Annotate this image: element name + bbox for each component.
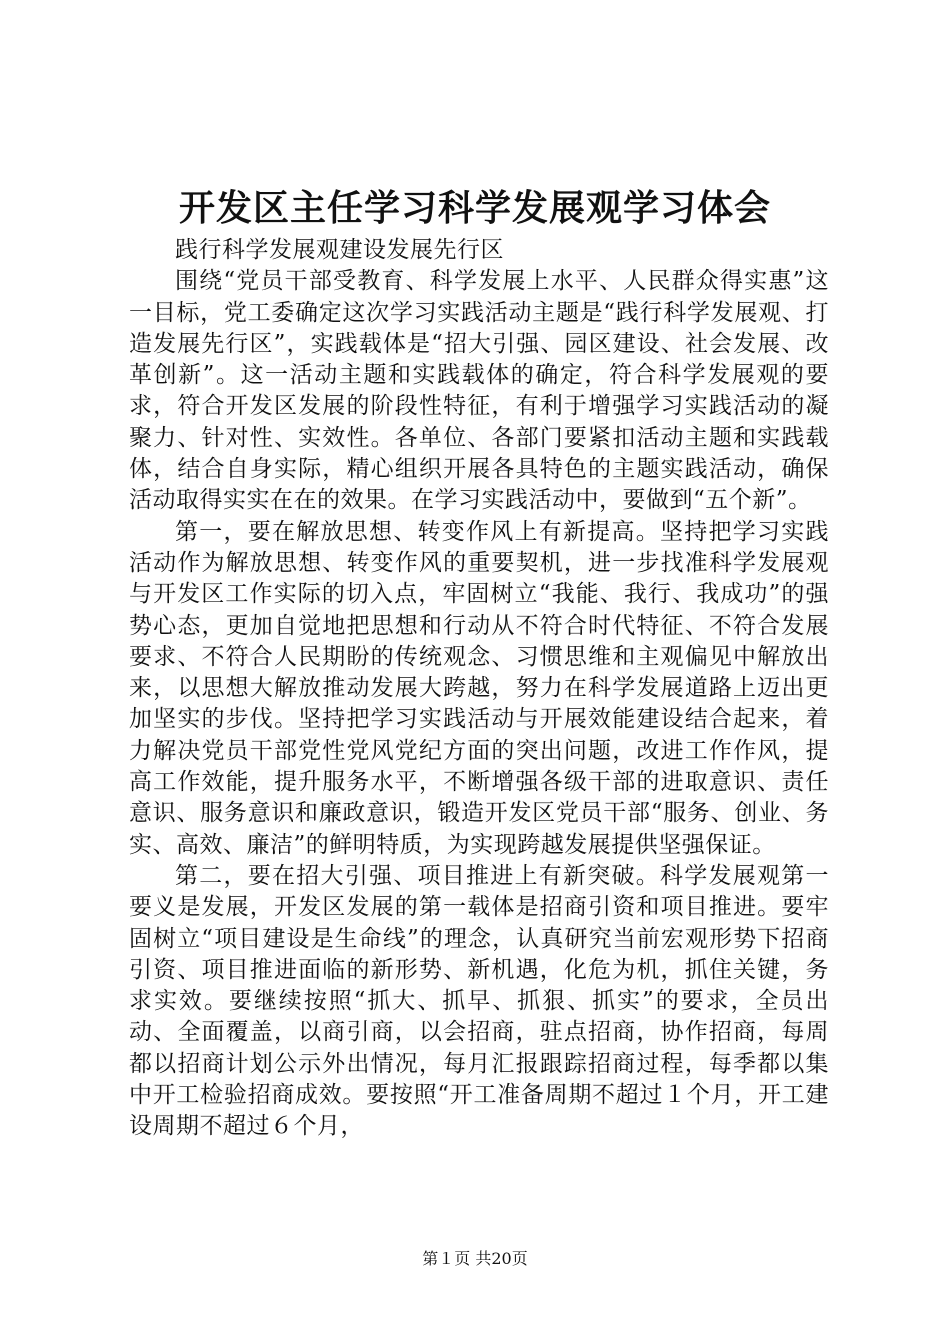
paragraph-second-point: 第二，要在招大引强、项目推进上有新突破。科学发展观第一要义是发展，开发区发展的第一载体是招商引资和项目推进。要牢固树立“项目建设是生命线”的理念，认真研究当前宏观形势下招商引资、项目推进面临的新形势、新机遇，化危为机，抓住关键，务求实效。要继续按照“抓大、抓早、抓狠、抓实”的要求，全员出动、全面覆盖，以商引商，以会招商，驻点招商，协作招商，每周都以招商计划公示外出情况，每月汇报跟踪招商过程，每季都以集中开工检验招商成效。要按照“开工准备周期不超过１个月，开工建设周期不超过６个月， — [129, 862, 829, 1140]
document-body — [129, 235, 829, 1143]
paragraph-first-point: 第一，要在解放思想、转变作风上有新提高。坚持把学习实践活动作为解放思想、转变作风的重要契机，进一步找准科学发展观与开发区工作实际的切入点，牢固树立“我能、我行、我成功”的强势心态，更加自觉地把思想和行动从不符合时代特征、不符合发展要求、不符合人民期盼的传统观念、习惯思维和主观偏见中解放出来，以思想大解放推动发展大跨越，努力在科学发展道路上迈出更加坚实的步伐。坚持把学习实践活动与开展效能建设结合起来，着力解决党员干部党性党风党纪方面的突出问题，改进工作作风，提高工作效能，提升服务水平，不断增强各级干部的进取意识、责任意识、服务意识和廉政意识，锻造开发区党员干部“服务、创业、务实、高效、廉洁”的鲜明特质，为实现跨越发展提供坚强保证。 — [129, 518, 829, 858]
paragraph-intro: 围绕“党员干部受教育、科学发展上水平、人民群众得实惠”这一目标，党工委确定这次学习实践活动主题是“践行科学发展观、打造发展先行区”，实践载体是“招大引强、园区建设、社会发展、改革创新”。这一活动主题和实践载体的确定，符合科学发展观的要求，符合开发区发展的阶段性特征，有利于增强学习实践活动的凝聚力、针对性、实效性。各单位、各部门要紧扣活动主题和实践载体，结合自身实际，精心组织开展各具特色的主题实践活动，确保活动取得实实在在的效果。在学习实践活动中，要做到“五个新”。 — [129, 268, 829, 514]
paragraph-subtitle: 践行科学发展观建设发展先行区 — [175, 237, 504, 263]
page-footer: 第１页 共20页 — [422, 1249, 528, 1268]
document-title: 开发区主任学习科学发展观学习体会 — [178, 187, 771, 229]
